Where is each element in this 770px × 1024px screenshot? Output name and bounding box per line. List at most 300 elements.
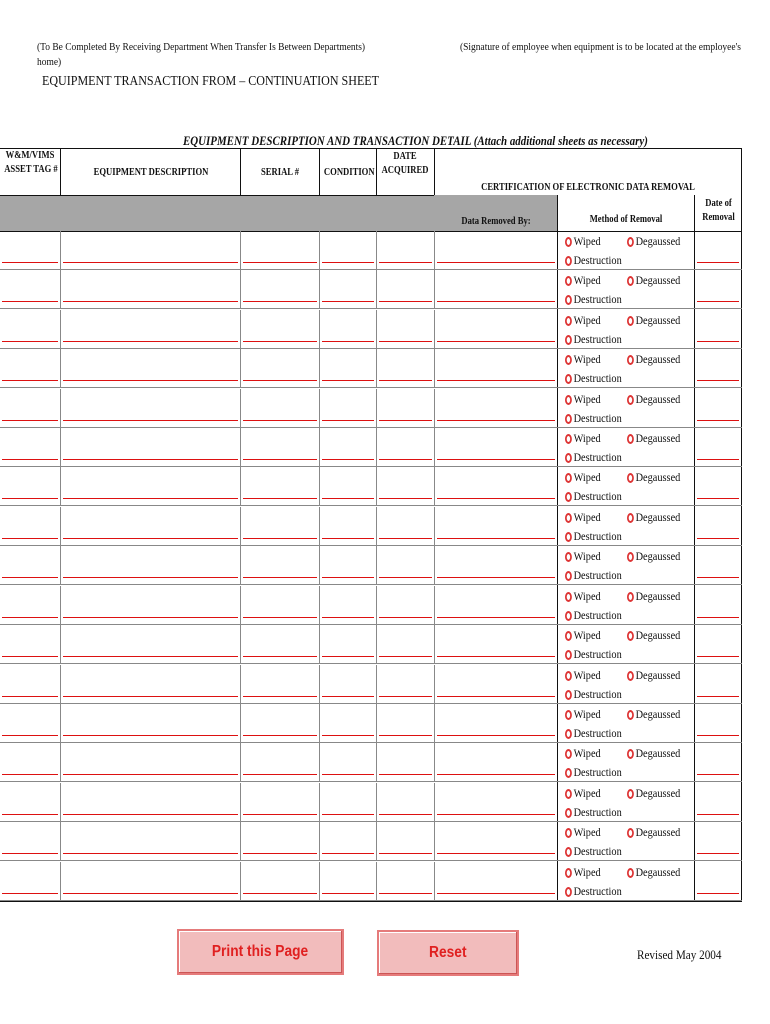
option-label: Degaussed: [635, 825, 681, 839]
condition-field[interactable]: [322, 656, 374, 657]
table-row: [0, 546, 742, 585]
radio-icon: [565, 868, 572, 878]
print-page-button[interactable]: [177, 929, 344, 975]
condition-field[interactable]: [322, 853, 374, 854]
degaussed-radio[interactable]: [627, 352, 680, 366]
table-row: [0, 704, 742, 743]
asset-tag-field[interactable]: [2, 617, 58, 618]
description-field[interactable]: [63, 617, 238, 618]
wiped-radio[interactable]: [565, 865, 601, 879]
option-label: Wiped: [573, 352, 601, 366]
degaussed-radio[interactable]: [627, 470, 680, 484]
wiped-radio[interactable]: [565, 549, 601, 563]
radio-icon: [627, 828, 634, 838]
condition-field[interactable]: [322, 498, 374, 499]
option-label: Destruction: [573, 411, 622, 425]
option-label: Wiped: [573, 865, 601, 879]
serial-field[interactable]: [243, 735, 317, 736]
asset-tag-field[interactable]: [2, 696, 58, 697]
radio-icon: [565, 395, 572, 405]
option-label: Degaussed: [635, 746, 681, 760]
form-subtitle: EQUIPMENT TRANSACTION FROM – CONTINUATION SHEET: [42, 74, 380, 89]
serial-field[interactable]: [243, 853, 317, 854]
date-acquired-field[interactable]: [379, 577, 432, 578]
serial-field[interactable]: [243, 262, 317, 263]
date-acquired-field[interactable]: [379, 853, 432, 854]
degaussed-radio[interactable]: [627, 234, 680, 248]
radio-icon: [565, 611, 572, 621]
degaussed-radio[interactable]: [627, 628, 680, 642]
date-acquired-field[interactable]: [379, 380, 432, 381]
col-condition-header: CONDITION: [323, 167, 375, 178]
radio-icon: [627, 395, 634, 405]
condition-field[interactable]: [322, 696, 374, 697]
date-acquired-field[interactable]: [379, 341, 432, 342]
option-label: Wiped: [573, 313, 601, 327]
option-label: Wiped: [573, 589, 601, 603]
date-of-removal-field[interactable]: [697, 617, 739, 618]
col-serial-header: SERIAL #: [260, 167, 300, 178]
option-label: Wiped: [573, 786, 601, 800]
wiped-radio[interactable]: [565, 746, 601, 760]
table-row: [0, 389, 742, 428]
col-asset-tag-line1: W&M/VIMS: [5, 150, 55, 161]
wiped-radio[interactable]: [565, 431, 601, 445]
data-removed-by-field[interactable]: [437, 420, 555, 421]
serial-field[interactable]: [243, 498, 317, 499]
radio-icon: [627, 749, 634, 759]
option-label: Degaussed: [635, 392, 681, 406]
destruction-radio[interactable]: [565, 292, 622, 306]
date-of-removal-field[interactable]: [697, 893, 739, 894]
radio-icon: [565, 453, 572, 463]
option-label: Destruction: [573, 332, 622, 346]
revised-date: Revised May 2004: [637, 947, 722, 962]
radio-icon: [565, 335, 572, 345]
date-acquired-field[interactable]: [379, 498, 432, 499]
option-label: Destruction: [573, 884, 622, 898]
asset-tag-field[interactable]: [2, 459, 58, 460]
date-of-removal-field[interactable]: [697, 814, 739, 815]
degaussed-radio[interactable]: [627, 825, 680, 839]
option-label: Wiped: [573, 234, 601, 248]
degaussed-radio[interactable]: [627, 786, 680, 800]
destruction-radio[interactable]: [565, 253, 622, 267]
data-removed-by-field[interactable]: [437, 538, 555, 539]
radio-icon: [565, 847, 572, 857]
date-of-removal-field[interactable]: [697, 577, 739, 578]
table-row: [0, 428, 742, 467]
destruction-radio[interactable]: [565, 568, 622, 582]
data-removed-by-field[interactable]: [437, 893, 555, 894]
wiped-radio[interactable]: [565, 510, 601, 524]
data-removed-by-field[interactable]: [437, 498, 555, 499]
col-date-line2: ACQUIRED: [381, 165, 429, 176]
option-label: Destruction: [573, 765, 622, 779]
serial-field[interactable]: [243, 774, 317, 775]
radio-icon: [565, 237, 572, 247]
condition-field[interactable]: [322, 380, 374, 381]
description-field[interactable]: [63, 774, 238, 775]
description-field[interactable]: [63, 577, 238, 578]
data-removed-by-field[interactable]: [437, 735, 555, 736]
serial-field[interactable]: [243, 814, 317, 815]
date-acquired-field[interactable]: [379, 774, 432, 775]
serial-field[interactable]: [243, 538, 317, 539]
table-row: [0, 310, 742, 349]
date-acquired-field[interactable]: [379, 262, 432, 263]
radio-icon: [627, 276, 634, 286]
method-of-removal-header: Method of Removal: [589, 214, 663, 225]
radio-icon: [565, 592, 572, 602]
destruction-radio[interactable]: [565, 411, 622, 425]
asset-tag-field[interactable]: [2, 735, 58, 736]
serial-field[interactable]: [243, 617, 317, 618]
date-acquired-field[interactable]: [379, 538, 432, 539]
asset-tag-field[interactable]: [2, 420, 58, 421]
radio-icon: [627, 473, 634, 483]
date-of-removal-header: [698, 198, 738, 223]
date-of-removal-field[interactable]: [697, 696, 739, 697]
data-removed-by-field[interactable]: [437, 301, 555, 302]
description-field[interactable]: [63, 341, 238, 342]
condition-field[interactable]: [322, 774, 374, 775]
wiped-radio[interactable]: [565, 234, 601, 248]
radio-icon: [627, 237, 634, 247]
condition-field[interactable]: [322, 459, 374, 460]
reset-label: Reset: [429, 944, 467, 961]
serial-field[interactable]: [243, 577, 317, 578]
serial-field[interactable]: [243, 420, 317, 421]
option-label: Destruction: [573, 529, 622, 543]
radio-icon: [565, 316, 572, 326]
description-field[interactable]: [63, 262, 238, 263]
date-acquired-field[interactable]: [379, 420, 432, 421]
option-label: Degaussed: [635, 668, 681, 682]
date-acquired-field[interactable]: [379, 617, 432, 618]
degaussed-radio[interactable]: [627, 707, 680, 721]
date-of-removal-field[interactable]: [697, 301, 739, 302]
option-label: Degaussed: [635, 707, 681, 721]
col-description-header: EQUIPMENT DESCRIPTION: [93, 167, 209, 178]
condition-field[interactable]: [322, 341, 374, 342]
radio-icon: [627, 710, 634, 720]
description-field[interactable]: [63, 380, 238, 381]
radio-icon: [565, 650, 572, 660]
radio-icon: [565, 749, 572, 759]
destruction-radio[interactable]: [565, 608, 622, 622]
description-field[interactable]: [63, 538, 238, 539]
date-of-removal-field[interactable]: [697, 262, 739, 263]
description-field[interactable]: [63, 814, 238, 815]
wiped-radio[interactable]: [565, 825, 601, 839]
option-label: Degaussed: [635, 273, 681, 287]
radio-icon: [565, 729, 572, 739]
date-acquired-field[interactable]: [379, 893, 432, 894]
option-label: Wiped: [573, 431, 601, 445]
data-removed-by-field[interactable]: [437, 341, 555, 342]
table-row: [0, 665, 742, 704]
option-label: Degaussed: [635, 865, 681, 879]
radio-icon: [565, 690, 572, 700]
condition-field[interactable]: [322, 577, 374, 578]
destruction-radio[interactable]: [565, 332, 622, 346]
equipment-table: [0, 148, 742, 902]
data-removed-by-field[interactable]: [437, 617, 555, 618]
option-label: Degaussed: [635, 313, 681, 327]
data-removed-by-field[interactable]: [437, 459, 555, 460]
destruction-radio[interactable]: [565, 687, 622, 701]
col-asset-tag-header: [4, 150, 56, 175]
destruction-radio[interactable]: [565, 765, 622, 779]
option-label: Wiped: [573, 549, 601, 563]
description-field[interactable]: [63, 696, 238, 697]
destruction-radio[interactable]: [565, 844, 622, 858]
radio-icon: [627, 316, 634, 326]
date-of-removal-field[interactable]: [697, 656, 739, 657]
asset-tag-field[interactable]: [2, 774, 58, 775]
date-acquired-field[interactable]: [379, 656, 432, 657]
asset-tag-field[interactable]: [2, 893, 58, 894]
radio-icon: [565, 434, 572, 444]
radio-icon: [565, 571, 572, 581]
table-row: [0, 349, 742, 388]
radio-icon: [565, 710, 572, 720]
table-row: [0, 862, 742, 901]
data-removed-by-field[interactable]: [437, 380, 555, 381]
certification-header: CERTIFICATION OF ELECTRONIC DATA REMOVAL: [481, 182, 695, 193]
condition-field[interactable]: [322, 814, 374, 815]
date-of-removal-line1: Date of: [705, 198, 732, 209]
option-label: Wiped: [573, 825, 601, 839]
option-label: Destruction: [573, 726, 622, 740]
destruction-radio[interactable]: [565, 529, 622, 543]
radio-icon: [565, 513, 572, 523]
radio-icon: [627, 631, 634, 641]
wiped-radio[interactable]: [565, 470, 601, 484]
asset-tag-field[interactable]: [2, 262, 58, 263]
option-label: Destruction: [573, 687, 622, 701]
asset-tag-field[interactable]: [2, 380, 58, 381]
table-row: [0, 783, 742, 822]
description-field[interactable]: [63, 498, 238, 499]
date-of-removal-field[interactable]: [697, 853, 739, 854]
destruction-radio[interactable]: [565, 726, 622, 740]
asset-tag-field[interactable]: [2, 814, 58, 815]
option-label: Wiped: [573, 510, 601, 524]
date-acquired-field[interactable]: [379, 735, 432, 736]
wiped-radio[interactable]: [565, 628, 601, 642]
date-acquired-field[interactable]: [379, 696, 432, 697]
table-row: [0, 586, 742, 625]
date-acquired-field[interactable]: [379, 301, 432, 302]
asset-tag-field[interactable]: [2, 853, 58, 854]
radio-icon: [565, 828, 572, 838]
option-label: Degaussed: [635, 431, 681, 445]
table-row: [0, 625, 742, 664]
condition-field[interactable]: [322, 538, 374, 539]
serial-field[interactable]: [243, 459, 317, 460]
table-body: [0, 231, 742, 901]
radio-icon: [627, 513, 634, 523]
wiped-radio[interactable]: [565, 313, 601, 327]
radio-icon: [627, 434, 634, 444]
wiped-radio[interactable]: [565, 707, 601, 721]
radio-icon: [565, 355, 572, 365]
radio-icon: [565, 552, 572, 562]
condition-field[interactable]: [322, 893, 374, 894]
data-removed-by-field[interactable]: [437, 577, 555, 578]
asset-tag-field[interactable]: [2, 577, 58, 578]
data-removed-by-field[interactable]: [437, 814, 555, 815]
radio-icon: [565, 492, 572, 502]
date-of-removal-field[interactable]: [697, 735, 739, 736]
degaussed-radio[interactable]: [627, 313, 680, 327]
date-of-removal-field[interactable]: [697, 498, 739, 499]
option-label: Destruction: [573, 489, 622, 503]
radio-icon: [627, 671, 634, 681]
data-removed-by-field[interactable]: [437, 696, 555, 697]
table-row: [0, 822, 742, 861]
table-row: [0, 270, 742, 309]
col-date-acquired-header: [381, 151, 429, 176]
serial-field[interactable]: [243, 380, 317, 381]
destruction-radio[interactable]: [565, 489, 622, 503]
description-field[interactable]: [63, 735, 238, 736]
asset-tag-field[interactable]: [2, 656, 58, 657]
radio-icon: [565, 374, 572, 384]
option-label: Wiped: [573, 668, 601, 682]
receiving-note-continued: home): [37, 56, 62, 68]
wiped-radio[interactable]: [565, 352, 601, 366]
radio-icon: [565, 789, 572, 799]
option-label: Degaussed: [635, 510, 681, 524]
radio-icon: [565, 887, 572, 897]
serial-field[interactable]: [243, 893, 317, 894]
radio-icon: [627, 789, 634, 799]
option-label: Destruction: [573, 371, 622, 385]
receiving-note: (To Be Completed By Receiving Department When Transfer Is Between Departments): [37, 41, 366, 53]
data-removed-by-field[interactable]: [437, 656, 555, 657]
degaussed-radio[interactable]: [627, 865, 680, 879]
serial-field[interactable]: [243, 696, 317, 697]
serial-field[interactable]: [243, 341, 317, 342]
reset-button[interactable]: [377, 930, 519, 976]
date-of-removal-field[interactable]: [697, 538, 739, 539]
date-of-removal-field[interactable]: [697, 459, 739, 460]
condition-field[interactable]: [322, 617, 374, 618]
signature-note: (Signature of employee when equipment is to be located at the employee's: [460, 41, 741, 53]
option-label: Wiped: [573, 470, 601, 484]
degaussed-radio[interactable]: [627, 668, 680, 682]
destruction-radio[interactable]: [565, 805, 622, 819]
radio-icon: [565, 295, 572, 305]
condition-field[interactable]: [322, 262, 374, 263]
date-of-removal-field[interactable]: [697, 380, 739, 381]
destruction-radio[interactable]: [565, 450, 622, 464]
data-removed-by-field[interactable]: [437, 853, 555, 854]
radio-icon: [565, 276, 572, 286]
description-field[interactable]: [63, 656, 238, 657]
data-removed-by-field[interactable]: [437, 774, 555, 775]
wiped-radio[interactable]: [565, 273, 601, 287]
option-label: Wiped: [573, 273, 601, 287]
radio-icon: [565, 256, 572, 266]
destruction-radio[interactable]: [565, 647, 622, 661]
degaussed-radio[interactable]: [627, 746, 680, 760]
serial-field[interactable]: [243, 656, 317, 657]
option-label: Wiped: [573, 392, 601, 406]
option-label: Destruction: [573, 568, 622, 582]
condition-field[interactable]: [322, 735, 374, 736]
option-label: Degaussed: [635, 352, 681, 366]
radio-icon: [565, 671, 572, 681]
radio-icon: [565, 631, 572, 641]
wiped-radio[interactable]: [565, 392, 601, 406]
degaussed-radio[interactable]: [627, 431, 680, 445]
degaussed-radio[interactable]: [627, 549, 680, 563]
asset-tag-field[interactable]: [2, 341, 58, 342]
serial-field[interactable]: [243, 301, 317, 302]
degaussed-radio[interactable]: [627, 510, 680, 524]
date-of-removal-field[interactable]: [697, 341, 739, 342]
option-label: Destruction: [573, 647, 622, 661]
date-acquired-field[interactable]: [379, 814, 432, 815]
description-field[interactable]: [63, 301, 238, 302]
wiped-radio[interactable]: [565, 786, 601, 800]
description-field[interactable]: [63, 459, 238, 460]
asset-tag-field[interactable]: [2, 301, 58, 302]
radio-icon: [565, 768, 572, 778]
wiped-radio[interactable]: [565, 589, 601, 603]
option-label: Degaussed: [635, 589, 681, 603]
asset-tag-field[interactable]: [2, 538, 58, 539]
date-acquired-field[interactable]: [379, 459, 432, 460]
degaussed-radio[interactable]: [627, 273, 680, 287]
col-asset-tag-line2: ASSET TAG #: [4, 164, 58, 175]
option-label: Wiped: [573, 707, 601, 721]
data-removed-by-field[interactable]: [437, 262, 555, 263]
table-heading: EQUIPMENT DESCRIPTION AND TRANSACTION DETAIL (Attach additional sheets as necessary): [183, 133, 648, 148]
date-of-removal-field[interactable]: [697, 774, 739, 775]
condition-field[interactable]: [322, 420, 374, 421]
option-label: Degaussed: [635, 470, 681, 484]
table-row: [0, 467, 742, 506]
option-label: Destruction: [573, 450, 622, 464]
option-label: Destruction: [573, 805, 622, 819]
option-label: Destruction: [573, 292, 622, 306]
radio-icon: [627, 868, 634, 878]
description-field[interactable]: [63, 420, 238, 421]
degaussed-radio[interactable]: [627, 589, 680, 603]
wiped-radio[interactable]: [565, 668, 601, 682]
option-label: Degaussed: [635, 786, 681, 800]
condition-field[interactable]: [322, 301, 374, 302]
date-of-removal-line2: Removal: [702, 212, 735, 223]
option-label: Degaussed: [635, 234, 681, 248]
description-field[interactable]: [63, 893, 238, 894]
destruction-radio[interactable]: [565, 371, 622, 385]
destruction-radio[interactable]: [565, 884, 622, 898]
radio-icon: [627, 552, 634, 562]
description-field[interactable]: [63, 853, 238, 854]
print-page-label: Print this Page: [212, 943, 309, 960]
date-of-removal-field[interactable]: [697, 420, 739, 421]
data-removed-by-header: Data Removed By:: [461, 216, 531, 227]
degaussed-radio[interactable]: [627, 392, 680, 406]
asset-tag-field[interactable]: [2, 498, 58, 499]
table-row: [0, 507, 742, 546]
